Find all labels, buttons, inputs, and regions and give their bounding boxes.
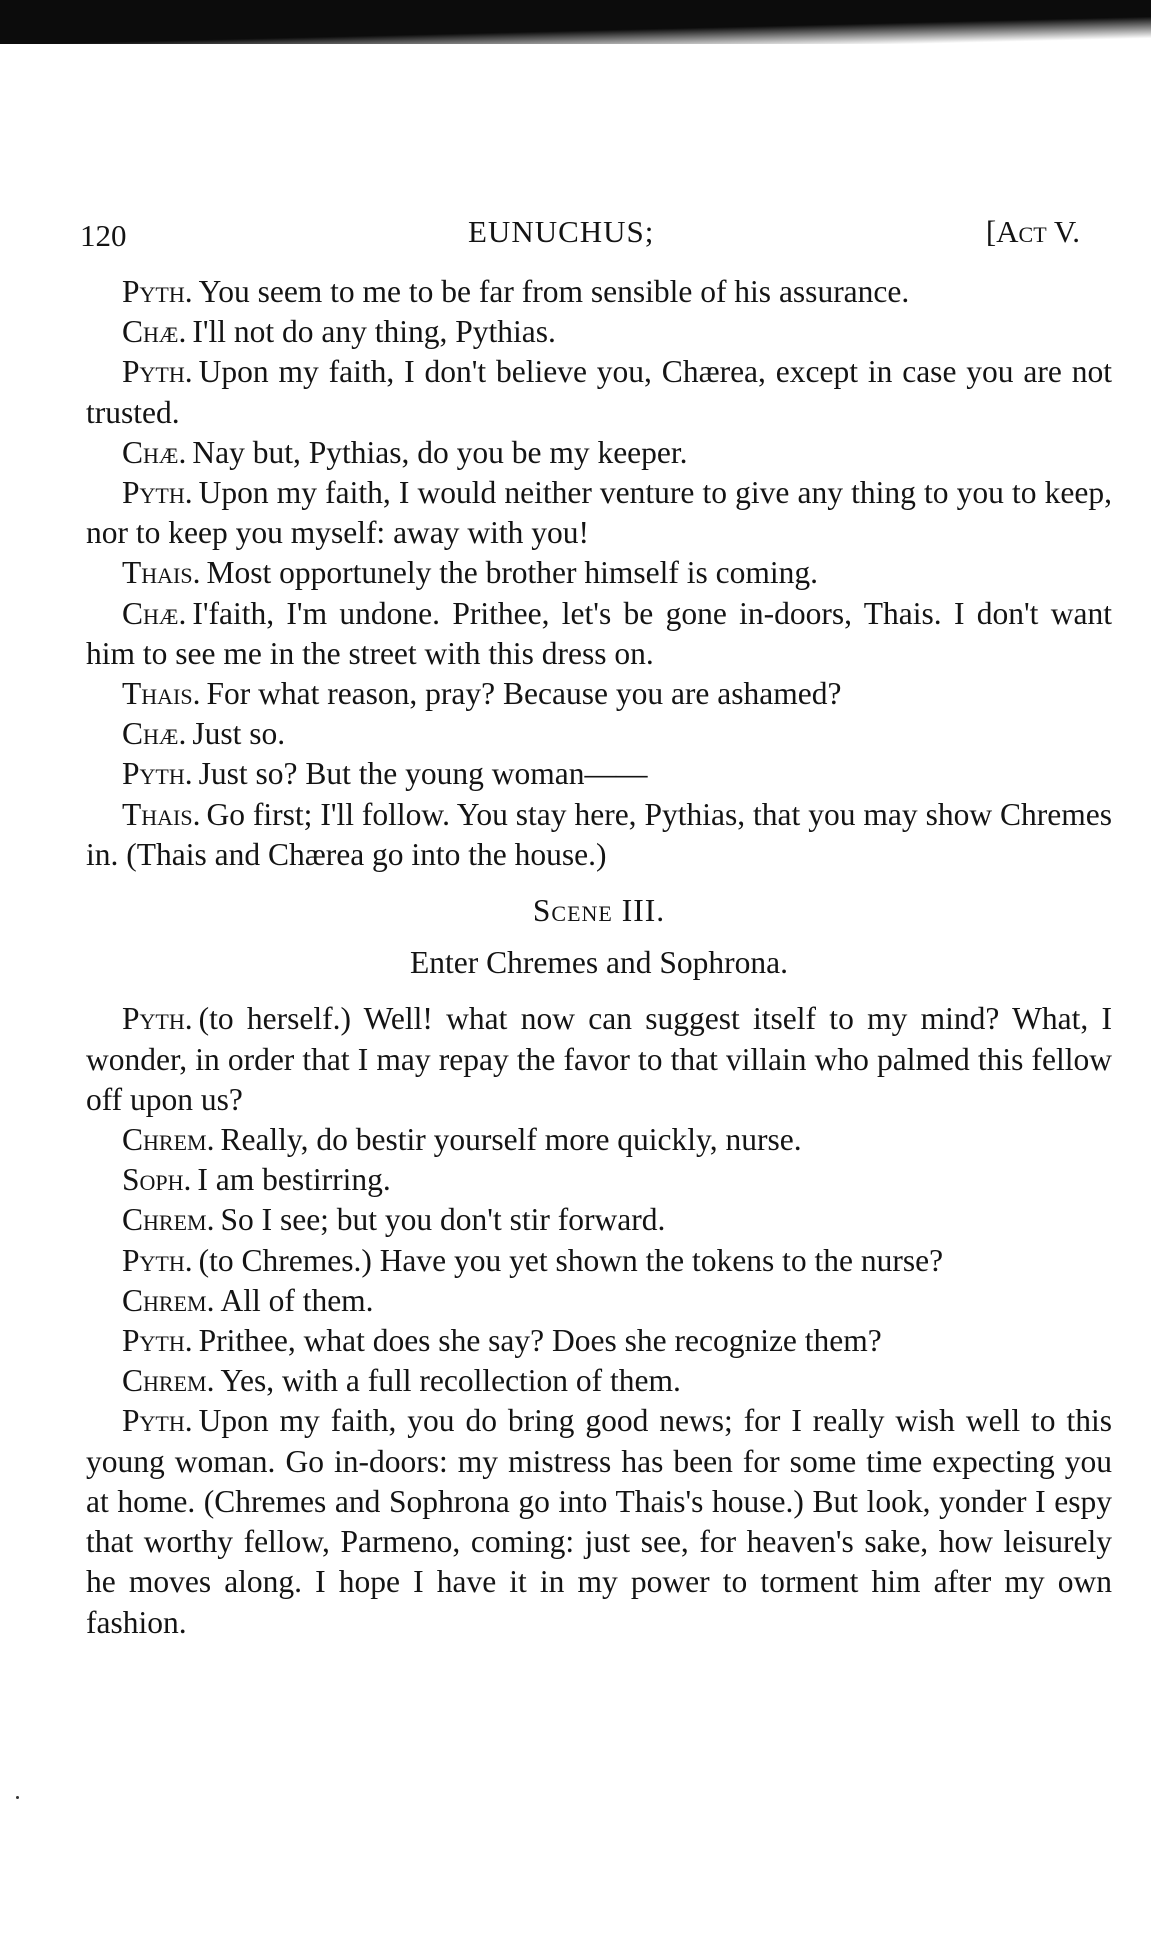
dialogue-paragraph: [86, 594, 1112, 674]
speaker-name: Chrem.: [122, 1282, 215, 1318]
speaker-name: Chæ.: [122, 716, 187, 752]
dialogue-paragraph: [86, 674, 1112, 714]
speech-text: Just so? But the young woman——: [198, 756, 648, 792]
speaker-name: Thais.: [122, 796, 201, 832]
margin-speck: [16, 1796, 19, 1799]
dialogue-paragraph: [86, 1281, 1112, 1321]
speech-text: Prithee, what does she say? Does she recognize them?: [198, 1323, 882, 1359]
speaker-name: Chrem.: [122, 1363, 215, 1399]
speech-text: For what reason, pray? Because you are ashamed?: [206, 676, 842, 712]
dialogue-paragraph: [86, 1321, 1112, 1361]
speech-text: You seem to me to be far from sensible of his assurance.: [198, 274, 910, 309]
dialogue-paragraph: [86, 754, 1112, 794]
dialogue-paragraph: [86, 553, 1112, 593]
speech-text: Upon my faith, I would neither venture to give any thing to you to keep, nor to keep you myself: away with you!: [86, 475, 1112, 551]
dialogue-paragraph: [86, 1160, 1112, 1200]
speech-text: Yes, with a full recollection of them.: [220, 1363, 681, 1399]
scene-heading: Scene III.: [532, 893, 666, 929]
speech-text: All of them.: [220, 1282, 374, 1318]
speech-text: Upon my faith, you do bring good news; for I really wish well to this young woman. Go in-doors: my mistress has been for some time expecting you at home. (Chremes and Sophrona go into Thais's house.) But look, yonder I espy that worthy fellow, Parmeno, coming: just see, for heaven's sake, how leisurely he moves along. I hope I have it in my power to torment him after my own fashion.: [86, 1403, 1112, 1640]
dialogue-paragraph: [86, 272, 1112, 312]
dialogue-paragraph: [86, 999, 1112, 1120]
speaker-name: Soph.: [122, 1162, 192, 1198]
speaker-name: Chæ.: [122, 434, 187, 470]
speaker-name: Thais.: [122, 676, 201, 712]
dialogue-paragraph: [86, 1120, 1112, 1160]
speaker-name: Chrem.: [122, 1202, 215, 1238]
dialogue-paragraph: [86, 473, 1112, 553]
dialogue-paragraph: [86, 1200, 1112, 1240]
speaker-name: Chæ.: [122, 314, 187, 350]
dialogue-paragraph: [86, 433, 1112, 473]
speech-text: Go first; I'll follow. You stay here, Pythias, that you may show Chremes in. (Thais and Chærea go into the house.): [86, 796, 1112, 872]
speech-text: (to herself.) Well! what now can suggest itself to my mind? What, I wonder, in order that I may repay the favor to that villain who palmed this fellow off upon us?: [86, 1001, 1112, 1117]
dialogue-paragraph: [86, 714, 1112, 754]
speaker-name: Pyth.: [122, 756, 193, 792]
speaker-name: Pyth.: [122, 1242, 193, 1278]
speech-text: So I see; but you don't stir forward.: [220, 1202, 666, 1238]
speech-text: (to Chremes.) Have you yet shown the tokens to the nurse?: [198, 1242, 944, 1278]
speech-text: Most opportunely the brother himself is coming.: [206, 555, 819, 591]
speech-text: Really, do bestir yourself more quickly, nurse.: [220, 1122, 802, 1158]
dialogue-paragraph: [86, 795, 1112, 875]
speaker-name: Pyth.: [122, 475, 193, 511]
speech-text: I'faith, I'm undone. Prithee, let's be gone in-doors, Thais. I don't want him to see me in the street with this dress on.: [86, 595, 1112, 671]
speech-text: Nay but, Pythias, do you be my keeper.: [192, 434, 688, 470]
dialogue-paragraph: [86, 312, 1112, 352]
speech-text: I'll not do any thing, Pythias.: [192, 314, 556, 350]
dialogue-paragraph: [86, 1241, 1112, 1281]
speech-text: Upon my faith, I don't believe you, Chærea, except in case you are not trusted.: [86, 354, 1112, 430]
speech-text: I am bestirring.: [197, 1162, 391, 1198]
speaker-name: Chæ.: [122, 595, 187, 631]
speaker-name: Thais.: [122, 555, 201, 591]
running-title: EUNUCHUS;: [468, 214, 655, 249]
body-text: [86, 272, 1112, 1643]
dialogue-paragraph: [86, 1401, 1112, 1642]
dialogue-paragraph: [86, 352, 1112, 432]
speaker-name: Pyth.: [122, 354, 193, 390]
act-label: [Act V.: [985, 214, 1080, 249]
stage-direction-entrance: Enter Chremes and Sophrona.: [410, 945, 788, 981]
page-header: [80, 214, 1080, 258]
speaker-name: Pyth.: [122, 1403, 193, 1439]
speaker-name: Chrem.: [122, 1122, 215, 1158]
speaker-name: Pyth.: [122, 1001, 193, 1037]
page-number: 120: [80, 218, 127, 253]
speaker-name: Pyth.: [122, 274, 193, 309]
dialogue-paragraph: [86, 1361, 1112, 1401]
speaker-name: Pyth.: [122, 1323, 193, 1359]
speech-text: Just so.: [192, 716, 286, 752]
